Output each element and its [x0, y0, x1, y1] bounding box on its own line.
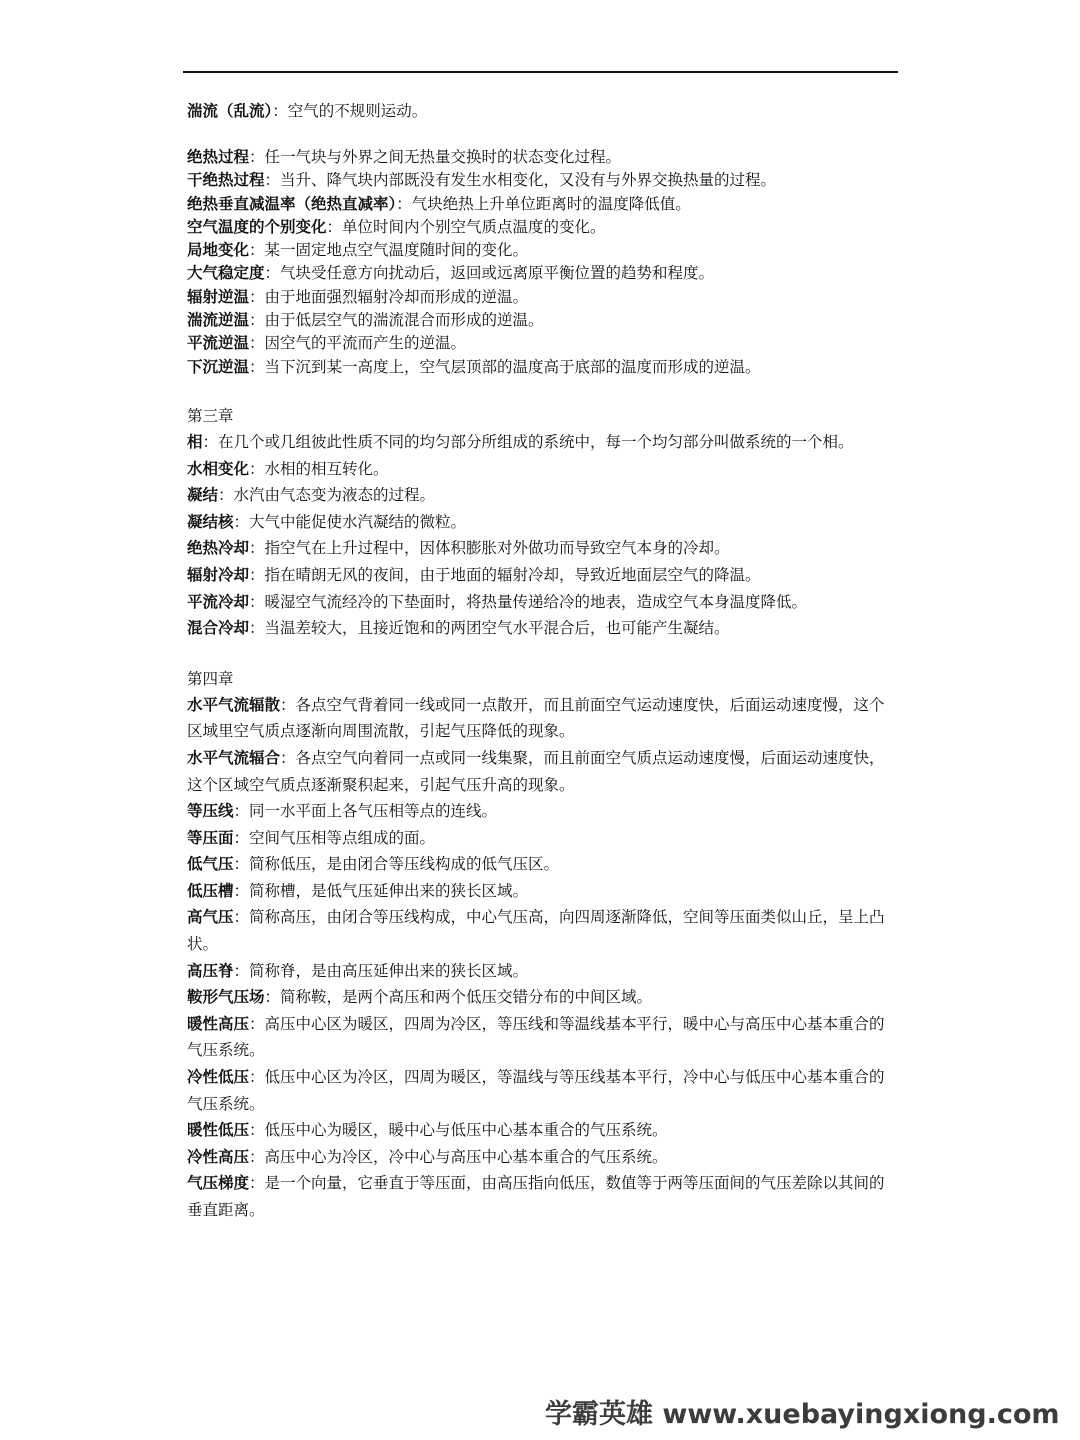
definition-term: 等压线 — [187, 802, 234, 821]
definition-separator: ： — [249, 539, 265, 558]
definition-separator: ： — [249, 1121, 265, 1140]
definition-separator: ： — [264, 171, 281, 190]
definition-entry — [187, 309, 892, 332]
definition-entry — [187, 482, 892, 509]
definition-separator: ： — [202, 432, 219, 451]
definition-separator: ： — [249, 334, 265, 353]
definition-entry — [187, 332, 892, 355]
definition-term: 大气稳定度 — [187, 264, 265, 283]
definition-term: 高气压 — [187, 908, 234, 927]
definition-entry — [187, 904, 892, 957]
definition-term: 鞍形气压场 — [187, 988, 265, 1007]
definition-entry — [187, 615, 892, 642]
chapter-3-heading: 第三章 — [187, 406, 234, 425]
definition-term: 冷性低压 — [187, 1068, 250, 1087]
definition-text: 空间气压相等点组成的面。 — [249, 828, 436, 847]
definition-text: 气块受任意方向扰动后，返回或远离原平衡位置的趋势和程度。 — [280, 264, 715, 283]
definition-entry — [187, 286, 892, 309]
definition-text: 因空气的平流而产生的逆温。 — [264, 334, 467, 353]
definition-entry — [187, 851, 892, 878]
definition-text: 某一固定地点空气温度随时间的变化。 — [264, 241, 529, 260]
definition-text: 单位时间内个别空气质点温度的变化。 — [342, 217, 606, 236]
definition-text: 是一个向量，它垂直于等压面，由高压指向低压，数值等于两等压面间的气压差除以其间的垂直距离。 — [187, 1174, 885, 1219]
definition-separator: ： — [272, 102, 288, 120]
definition-entry — [187, 262, 892, 285]
definition-separator: ： — [249, 459, 265, 478]
definition-term: 辐射逆温 — [187, 287, 250, 306]
definition-entry — [187, 798, 892, 825]
definition-text: 由于地面强烈辐射冷却而形成的逆温。 — [264, 287, 529, 306]
definition-text: 各点空气向着同一点或同一线集聚，而且前面空气质点运动速度慢，后面运动速度快，这个区域空气质点逐渐聚积起来，引起气压升高的现象。 — [187, 748, 885, 794]
definition-term: 绝热冷却 — [187, 539, 250, 558]
definition-text: 当下沉到某一高度上，空气层顶部的温度高于底部的温度而形成的逆温。 — [264, 357, 761, 376]
definition-term: 湍流（乱流） — [187, 102, 273, 120]
definition-text: 简称高压，由闭合等压线构成，中心气压高，向四周逐渐降低，空间等压面类似山丘，呈上凸状。 — [187, 908, 885, 954]
definition-text: 低压中心区为冷区，四周为暖区，等温线与等压线基本平行，冷中心与低压中心基本重合的气压系统。 — [187, 1068, 885, 1113]
definition-term: 冷性高压 — [187, 1147, 250, 1166]
definition-entry — [187, 562, 892, 589]
definition-separator: ： — [233, 908, 250, 927]
definition-entry — [187, 239, 892, 262]
definition-separator: ： — [249, 592, 265, 611]
definition-separator: ： — [249, 148, 265, 166]
definition-text: 各点空气背着同一线或同一点散开，而且前面空气运动速度快，后面运动速度慢，这个区域里空气质点逐渐向周围流散，引起气压降低的现象。 — [187, 695, 885, 741]
definition-term: 低气压 — [187, 855, 234, 874]
definition-separator: ： — [249, 1068, 265, 1087]
definition-separator: ： — [264, 988, 281, 1007]
definition-entry — [187, 456, 892, 483]
definition-separator: ： — [249, 287, 265, 306]
definition-entry — [187, 1170, 892, 1223]
definition-separator: ： — [249, 357, 265, 376]
definition-entry — [187, 509, 892, 536]
definition-text: 任一气块与外界之间无热量交换时的状态变化过程。 — [264, 148, 622, 166]
definition-entry — [187, 1117, 892, 1144]
definition-entry — [187, 169, 892, 192]
definition-term: 湍流逆温 — [187, 311, 250, 330]
definition-term: 绝热垂直减温率（绝热直减率） — [187, 194, 397, 213]
definition-entry — [187, 745, 892, 798]
definition-term: 低压槽 — [187, 881, 234, 900]
definition-separator: ： — [233, 828, 250, 847]
definition-separator: ： — [233, 512, 250, 531]
definition-term: 高压脊 — [187, 961, 234, 980]
definition-separator: ： — [233, 881, 250, 900]
definition-term: 暖性高压 — [187, 1014, 250, 1033]
definition-separator: ： — [249, 1014, 265, 1033]
definition-entry — [187, 1064, 892, 1117]
definition-entry — [187, 98, 892, 124]
definition-separator: ： — [264, 264, 281, 283]
definition-entry — [187, 825, 892, 852]
definition-text: 简称槽，是低气压延伸出来的狭长区域。 — [249, 881, 529, 900]
definition-term: 干绝热过程 — [187, 171, 265, 190]
definition-term: 气压梯度 — [187, 1174, 250, 1193]
definition-text: 水相的相互转化。 — [264, 459, 389, 478]
definition-term: 绝热过程 — [187, 148, 250, 166]
definition-term: 空气温度的个别变化 — [187, 217, 327, 236]
definition-text: 同一水平面上各气压相等点的连线。 — [249, 802, 498, 821]
definition-term: 平流逆温 — [187, 334, 250, 353]
definition-text: 简称脊，是由高压延伸出来的狭长区域。 — [249, 961, 529, 980]
definition-text: 暖湿空气流经冷的下垫面时，将热量传递给冷的地表，造成空气本身温度降低。 — [264, 592, 808, 611]
definition-text: 当温差较大，且接近饱和的两团空气水平混合后，也可能产生凝结。 — [264, 619, 730, 638]
document-body — [187, 0, 892, 1224]
definition-separator: ： — [280, 748, 296, 767]
definition-entry — [187, 193, 892, 216]
definition-text: 大气中能促使水汽凝结的微粒。 — [249, 512, 467, 531]
definition-term: 辐射冷却 — [187, 565, 250, 584]
definition-entry — [187, 429, 892, 456]
definition-text: 在几个或几组彼此性质不同的均匀部分所组成的系统中，每一个均匀部分叫做系统的一个相。 — [218, 432, 854, 451]
definition-entry — [187, 692, 892, 745]
definition-term: 相 — [187, 432, 203, 451]
site-watermark: 学霸英雄 www.xuebayingxiong.com — [545, 1399, 1060, 1430]
definition-separator: ： — [218, 486, 234, 505]
definition-entry — [187, 535, 892, 562]
definition-text: 指在晴朗无风的夜间，由于地面的辐射冷却，导致近地面层空气的降温。 — [264, 565, 761, 584]
definition-term: 凝结核 — [187, 512, 234, 531]
definition-separator: ： — [233, 961, 250, 980]
definition-entry — [187, 216, 892, 239]
definition-term: 平流冷却 — [187, 592, 250, 611]
definition-entry — [187, 356, 892, 379]
section-chapter-3-terms — [187, 429, 892, 642]
definition-text: 水汽由气态变为液态的过程。 — [233, 486, 436, 505]
definition-text: 简称低压，是由闭合等压线构成的低气压区。 — [249, 855, 560, 874]
definition-separator: ： — [280, 695, 296, 714]
definition-term: 凝结 — [187, 486, 219, 505]
definition-term: 下沉逆温 — [187, 357, 250, 376]
definition-separator: ： — [249, 565, 265, 584]
definition-entry — [187, 146, 892, 169]
definition-separator: ： — [249, 1174, 265, 1193]
section-chapter-4-terms — [187, 692, 892, 1224]
definition-text: 高压中心区为暖区，四周为冷区，等压线和等温线基本平行，暖中心与高压中心基本重合的气压系统。 — [187, 1014, 885, 1060]
definition-term: 暖性低压 — [187, 1121, 250, 1140]
definition-separator: ： — [233, 855, 250, 874]
definition-text: 简称鞍，是两个高压和两个低压交错分布的中间区域。 — [280, 988, 653, 1007]
definition-separator: ： — [326, 217, 343, 236]
definition-entry — [187, 984, 892, 1011]
definition-separator: ： — [249, 619, 265, 638]
definition-term: 等压面 — [187, 828, 234, 847]
definition-text: 高压中心为冷区，冷中心与高压中心基本重合的气压系统。 — [264, 1147, 668, 1166]
section-intro — [187, 98, 892, 124]
definition-separator: ： — [233, 802, 250, 821]
definition-separator: ： — [396, 194, 412, 213]
definition-entry — [187, 1011, 892, 1064]
definition-term: 水平气流辐散 — [187, 695, 281, 714]
definition-term: 混合冷却 — [187, 619, 250, 638]
definition-text: 由于低层空气的湍流混合而形成的逆温。 — [264, 311, 544, 330]
definition-text: 空气的不规则运动。 — [287, 102, 428, 120]
section-chapter-2-terms — [187, 146, 892, 379]
definition-entry — [187, 589, 892, 616]
definition-entry — [187, 958, 892, 985]
definition-text: 当升、降气块内部既没有发生水相变化，又没有与外界交换热量的过程。 — [280, 171, 777, 190]
definition-text: 指空气在上升过程中，因体积膨胀对外做功而导致空气本身的冷却。 — [264, 539, 730, 558]
definition-term: 局地变化 — [187, 241, 250, 260]
definition-text: 气块绝热上升单位距离时的温度降低值。 — [411, 194, 691, 213]
definition-separator: ： — [249, 311, 265, 330]
definition-entry — [187, 878, 892, 905]
definition-separator: ： — [249, 241, 265, 260]
definition-separator: ： — [249, 1147, 265, 1166]
definition-entry — [187, 1144, 892, 1171]
definition-text: 低压中心为暖区，暖中心与低压中心基本重合的气压系统。 — [264, 1121, 668, 1140]
definition-term: 水平气流辐合 — [187, 748, 281, 767]
chapter-4-heading: 第四章 — [187, 669, 234, 688]
definition-term: 水相变化 — [187, 459, 250, 478]
